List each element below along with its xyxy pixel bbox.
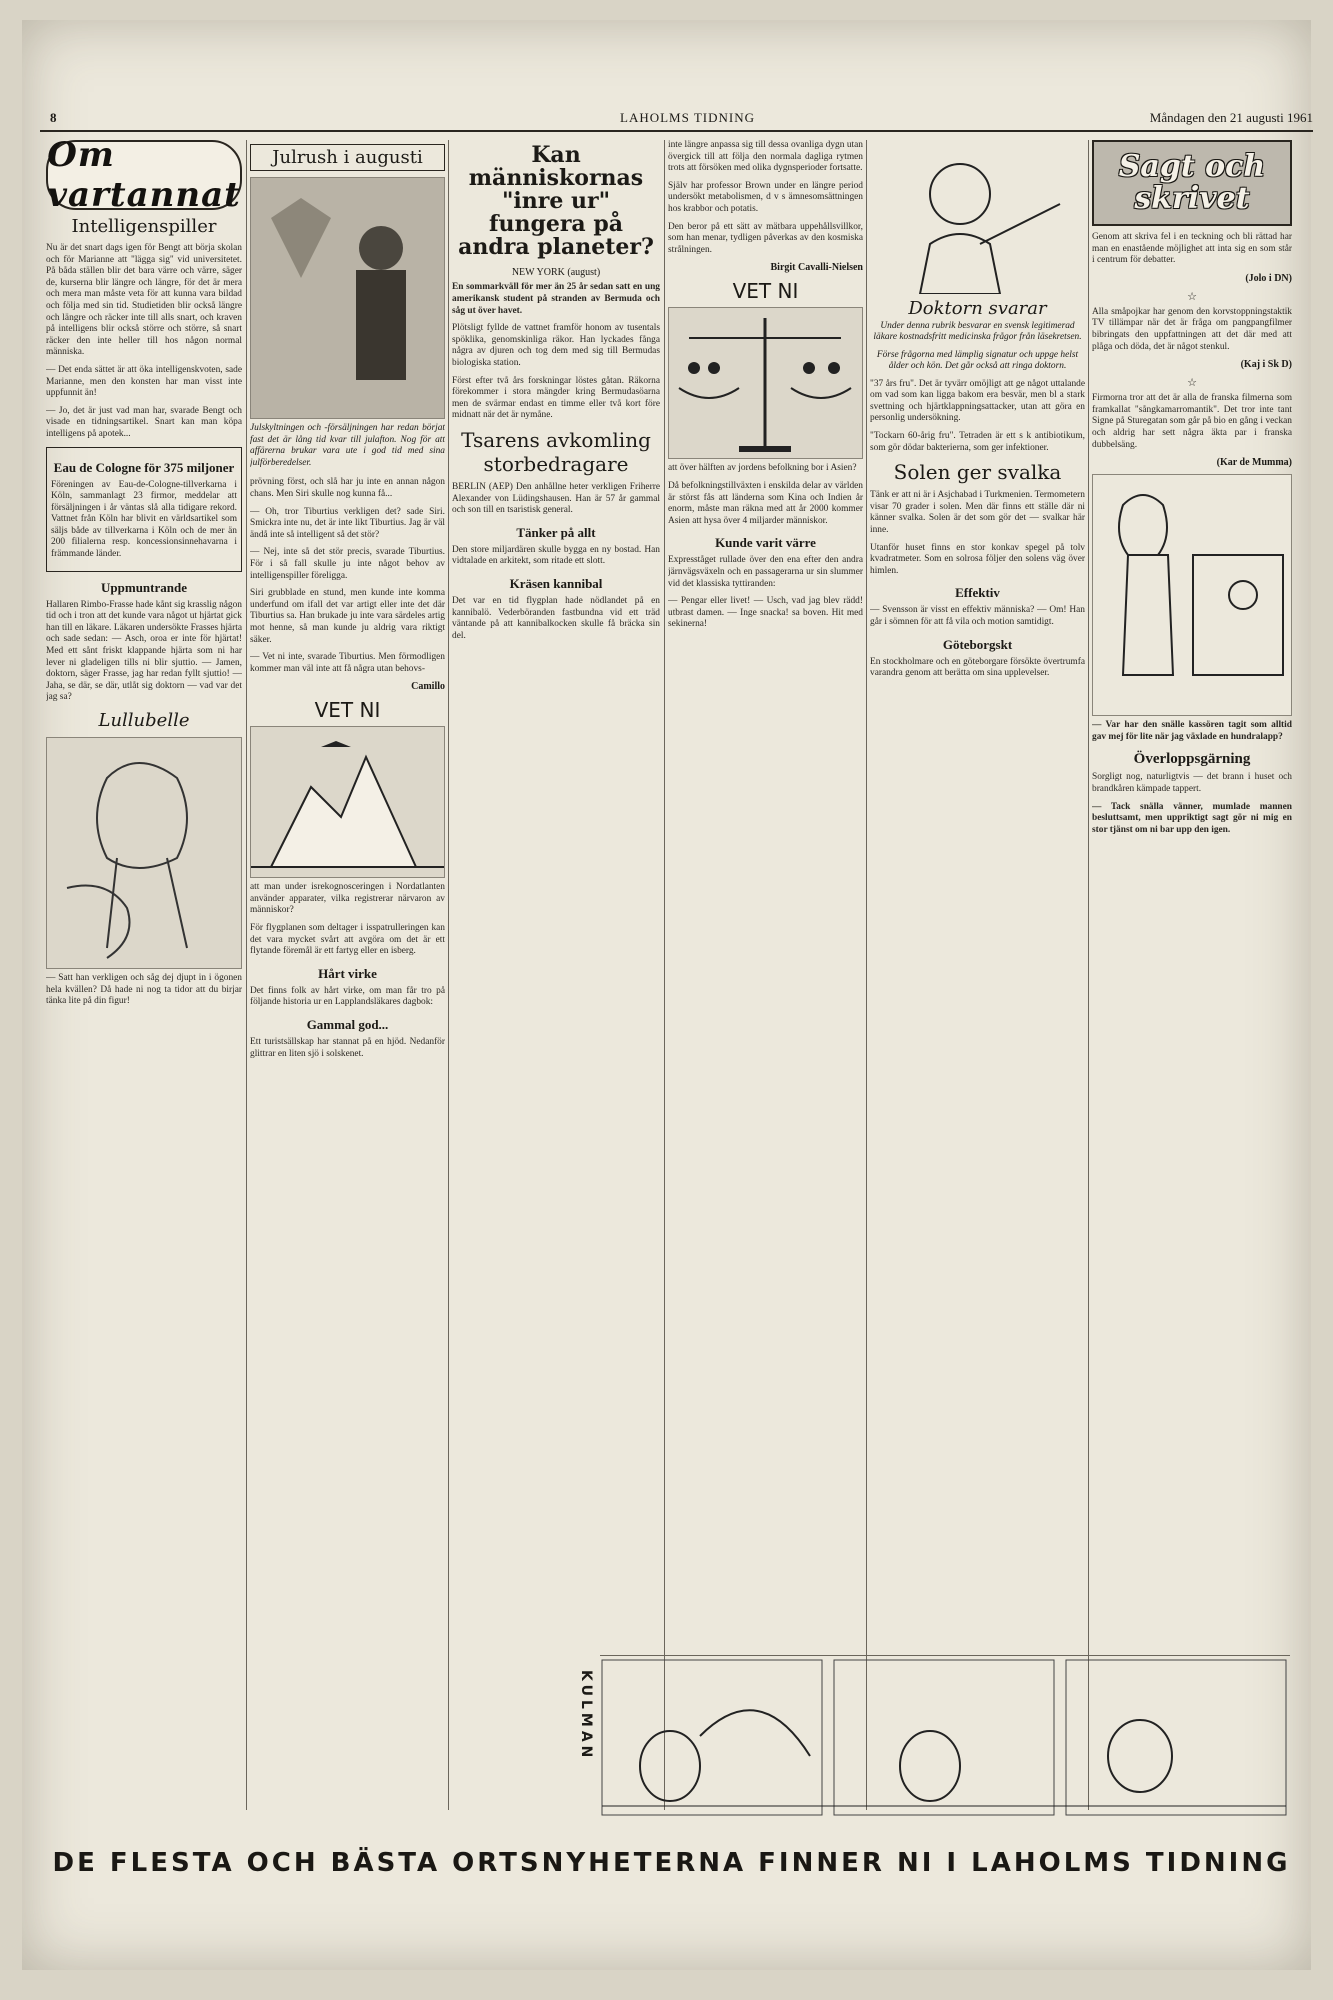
article-paragraph: — Vet ni inte, svarade Tiburtius. Men förmodligen kommer man väl inte att få några utan behovs- [250, 652, 445, 674]
article-paragraph: Först efter två års forskningar löstes gåtan. Räkorna förekommer i stora mängder kring Bermudasöarna men de svärmar endast en timme eller två kort före midnatt när det är nymåne. [452, 375, 660, 421]
doktorn-intro: Under denna rubrik besvarar en svensk legitimerad läkare kostnadsfritt medicinska frågor från läsekretsen. [873, 321, 1082, 343]
article-paragraph: En stockholmare och en göteborgare försökte övertrumfa varandra genom att berätta om sina upplevelser. [870, 656, 1085, 679]
quote-source: (Kaj i Sk D) [1240, 359, 1292, 371]
box-text: Föreningen av Eau-de-Cologne-tillverkarna i Köln, sammanlagt 23 firmor, meddelar att försäljningen i år väntas slå alla tidigare rekord. Vattnet från Köln har blivit en världsartikel som säljs både av tillverkarna i Köln och de mer än 200 filialerna resp. koncessionsinnehavarna i främmande länder. [51, 479, 237, 560]
doktorn-svarar-title: Doktorn svarar [908, 298, 1047, 319]
article-paragraph: inte längre anpassa sig till dessa ovanliga dygn utan övergick till att följa den normala dagliga rytmen trots att försöken med olika dygnsperioder fortsatte. [668, 140, 863, 174]
quote-source: (Jolo i DN) [1245, 272, 1292, 284]
comic-title: Lullubelle [98, 710, 190, 731]
article-paragraph: Hallaren Rimbo-Frasse hade kånt sig krasslig någon tid och i tron att det kunde vara något ut hjärtat gick han till en läkare. Läkaren undersökte Frasses hjärta och sade sedan: — Asch, oroa er inte för hjärtat! Med ett sånt friskt klappande hjärta som ni har lever ni gladeligen tills ni blir sjuttio. — Jamen, doktorn, säger Frasse, jag har redan fyllt sjuttio! — Jaha, se där, se där, utlåt sig doktorn — vad var det jag sa? [46, 599, 242, 703]
page-header [40, 108, 1313, 132]
article-paragraph: Expresståget rullade över den ena efter den andra järnvägsväxeln och en passagerarna ur sin slummer vid det klassiska tyttiranden: [668, 555, 863, 589]
article-lead: En sommarkväll för mer än 25 år sedan satt en ung amerikansk student på stranden av Bermuda och såg ut över havet. [452, 282, 660, 316]
section-title: Effektiv [955, 585, 1000, 601]
cologne-box [46, 447, 242, 572]
quote-source: (Kar de Mumma) [1216, 457, 1292, 469]
article-paragraph: — Svensson är visst en effektiv människa? — Om! Han går i sömnen för att få vila och motion samtidigt. [870, 605, 1085, 627]
article-paragraph: Ett turistsällskap har stannat på en hjöd. Nedanför glittrar en liten sjö i solskenet. [250, 1037, 445, 1059]
column-planets-cont [668, 140, 863, 1810]
article-paragraph: BERLIN (AEP) Den anhållne heter verkligen Friherre Alexander von Lüdingshausen. Han är 57 år gammal och son till en tsaristisk general. [452, 482, 660, 516]
vet-ni-text: att över hälften av jordens befolkning bor i Asien? [668, 463, 857, 474]
column-planets [452, 140, 660, 1810]
article-paragraph: Tänk er att ni är i Asjchabad i Turkmenien. Termometern visar 70 grader i solen. Men där finns ett ställe där ni känner svalka. Solen är det som gör det — svalkar här inne. [870, 490, 1085, 535]
section-title: Tsarens avkomling storbedragare [461, 428, 651, 476]
vet-ni-heading: VET NI [314, 698, 381, 723]
article-paragraph: — Tack snälla vänner, mumlade mannen besluttsamt, men uppriktigt sagt gör ni mig en stor tjänst om ni bar upp den igen. [1092, 801, 1292, 835]
article-paragraph: Utanför huset finns en stor konkav spegel på tolv kvadratmeter. Som en solrosa följer den solens väg över himlen. [870, 542, 1085, 576]
article-paragraph: — Jo, det är just vad man har, svarade Bengt och visade en tidningsartikel. Snart kan man köpa intelligens på apotek... [46, 405, 242, 439]
article-title: Julrush i augusti [250, 144, 445, 171]
doktorn-intro: Förse frågorna med lämplig signatur och uppge helst ålder och kön. Det går också att ringa doktorn. [876, 349, 1079, 372]
christmas-shop-photo [250, 177, 445, 419]
article-paragraph: — Det enda sättet är att öka intelligenskvoten, sade Marianne, men den konsten har man visst inte uppfunnit än! [46, 364, 242, 399]
issue-date: Måndagen den 21 augusti 1961 [1149, 110, 1313, 125]
article-paragraph: — Pengar eller livet! — Usch, vad jag blev rädd! utbrast damen. — Inge snacka! sa boven. Hit med sekinerna! [668, 596, 863, 630]
footer-slogan: DE FLESTA OCH BÄSTA ORTSNYHETERNA FINNER NI I LAHOLMS TIDNING [52, 1848, 1291, 1878]
section-title: Hårt virke [318, 965, 377, 981]
column-rule [448, 140, 449, 1810]
lullubelle-comic-image [46, 737, 242, 969]
column-sagt-och-skrivet [1092, 140, 1292, 1810]
section-title: Överloppsgärning [1133, 751, 1251, 768]
article-title: Intelligenspiller [71, 216, 217, 237]
quote-paragraph: Genom att skriva fel i en teckning och bli rättad har man en enastående möjlighet att inta sig en som står i centrum för debatter. [1092, 232, 1292, 266]
article-paragraph: Det finns folk av hårt virke, om man får tro på följande historia ur en Lapplandsläkares dagbok: [250, 985, 445, 1008]
article-paragraph: För flygplanen som deltager i isspatrulleringen kan det vara mycket svårt att avgöra om det är ett flytande föremål är ett fartyg eller en isberg. [250, 923, 445, 957]
article-paragraph: Den beror på ett sätt av mätbara uppehållsvillkor, som han menar, tydligen påverkas av den kosmiska strålningen. [668, 221, 863, 255]
vet-ni-text: att man under isrekognosceringen i Nordatlanten använder apparater, vilka registrerar närvaron av människor? [250, 882, 445, 916]
author-signature: Camillo [411, 681, 445, 693]
article-title: Kan människornas "inre ur" fungera på andra planeter? [458, 142, 654, 261]
article-paragraph: "37 års fru". Det är tyvärr omöjligt att ge något uttalande om vad som kan ligga bakom era besvär, men bl a stark svettning och hjärtklappningsattacker, utan att göra en personlig undersökning. [870, 378, 1085, 424]
column-rule [1088, 140, 1089, 1810]
column-rule [664, 140, 665, 1810]
column-julrush [250, 140, 445, 1810]
section-title: Gammal god... [306, 1017, 389, 1033]
vet-ni-heading: VET NI [732, 279, 799, 304]
article-paragraph: Det var en tid flygplan hade nödlandet på en kannibalö. Vederböranden fastbundna vid ett träd väntande på att kannibalkocken skulle få bräcka sin del. [452, 595, 660, 641]
article-paragraph: Då befolkningstillväxten i enskilda delar av världen är störst fås att länderna som Kina och Indien år enorm, måste man räkna med att år 2000 kommer Asien att hysa över 4 miljarder människor. [668, 480, 863, 526]
scales-illustration [668, 307, 863, 459]
article-paragraph: Plötsligt fyllde de vattnet framför honom av tusentals spöklika, genomskinliga räkor. Han lyckades fånga några av djuren och tog dem med sig till Bermudas biologiska station. [452, 323, 660, 369]
photo-caption: Julskyltningen och -försäljningen har redan börjat fast det är lång tid kvar till julafton. Nog för att affärerna brukar vara ute i god tid med sina julförberedelser. [250, 423, 445, 468]
article-paragraph: — Nej, inte så det stör precis, svarade Tiburtius. För i så fall skulle ju inte något behov av intelligenspiller föreligga. [250, 547, 445, 581]
cartoon-caption: — Var har den snälle kassören tagit som alltid gav mej för lite när jag växlade en hundralapp? [1092, 720, 1292, 742]
kulman-label: KULMAN [578, 1670, 594, 1762]
column-rule [246, 140, 247, 1810]
star-icon: ☆ [1187, 376, 1197, 390]
column-om-vartannat [46, 140, 242, 1810]
comic-caption: — Satt han verkligen och såg dej djupt in i ögonen hela kvällen? Då hade ni nog ta tidor att du birjar tänka lite på din figur! [46, 973, 242, 1007]
masthead: LAHOLMS TIDNING [620, 110, 756, 125]
doctor-illustration [870, 144, 1085, 294]
star-icon: ☆ [1187, 289, 1197, 303]
section-title: Kunde varit värre [715, 535, 816, 551]
section-title: Tänker på allt [516, 524, 596, 540]
quote-paragraph: Alla småpojkar har genom den korvstoppningstaktik TV tillämpar när det är fråga om pangpangfilmer bibringats den uppfattningen att det där med att plåga och döda, det är något stenkul. [1092, 306, 1292, 352]
article-paragraph: Den store miljardären skulle bygga en ny bostad. Han vidtalade en arkitekt, som ritade ett slott. [452, 544, 660, 567]
article-paragraph: "Tockarn 60-årig fru". Tetraden är ett s k antibiotikum, som gör dödar bakterierna, som ger infektioner. [870, 431, 1085, 453]
article-paragraph: — Oh, tror Tiburtius verkligen det? sade Siri. Smickra inte nu, det är inte likt Tiburtius. Jag är väl ändå inte så intelligent så det stör? [250, 506, 445, 540]
section-title: Uppmuntrande [101, 579, 187, 595]
om-vartannat-logo: Om vartannat [47, 140, 241, 215]
author-signature: Birgit Cavalli-Nielsen [770, 262, 863, 274]
section-title: Solen ger svalka [893, 460, 1062, 485]
page-number: 8 [50, 110, 57, 125]
kulman-comic-strip [600, 1655, 1290, 1821]
iceberg-illustration [250, 726, 445, 878]
article-paragraph: Själv har professor Brown under en längre period undersökt metabolismen, d v s ämnesomsättningen hos krabbor och potatis. [668, 180, 863, 214]
sagt-och-skrivet-box: Sagt och skrivet [1092, 140, 1292, 226]
box-title: Eau de Cologne för 375 miljoner [53, 459, 235, 475]
bank-teller-cartoon [1092, 474, 1292, 716]
section-title: Göteborgskt [942, 636, 1013, 652]
column-rule [866, 140, 867, 1810]
article-paragraph: prövning först, och slå har ju inte en annan någon chans. Men Siri skulle nog kunna få... [250, 477, 445, 499]
article-paragraph: Siri grubblade en stund, men kunde inte komma underfund om ifall det var artigt eller inte det där Tiburtius sa. Han brukade ju inte vara särdeles artig mot henne, så man kunde ju aldrig vara riktigt säker. [250, 588, 445, 645]
section-title: Kräsen kannibal [509, 575, 603, 591]
dateline: NEW YORK (august) [511, 267, 601, 279]
article-paragraph: Nu är det snart dags igen för Bengt att börja skolan och för Marianne att "lägga sig" vid universitetet. På båda ställen blir det bara värre och värre, säger de, kurserna blir längre och längre, för det är mera och mera man måste veta för att kunna vara bildad och följa med sin tid. Studietiden blir också längre och längre och räcker inte till alls snart, och kraven på intelligens blir också större och större, så snart räcker den inte heller till hos någon normal människa. [46, 243, 242, 358]
article-paragraph: Sorgligt nog, naturligtvis — det brann i huset och brandkåren kämpade tappert. [1092, 772, 1292, 794]
column-doktorn [870, 140, 1085, 1810]
quote-paragraph: Firmorna tror att det är alla de franska filmerna som framkallat "sångkamarromantik". Det tror inte tant Signe på Sturegatan som går på bio en gång i veckan och aldrig har sett några äkta par i franska dubbelsäng. [1092, 393, 1292, 450]
